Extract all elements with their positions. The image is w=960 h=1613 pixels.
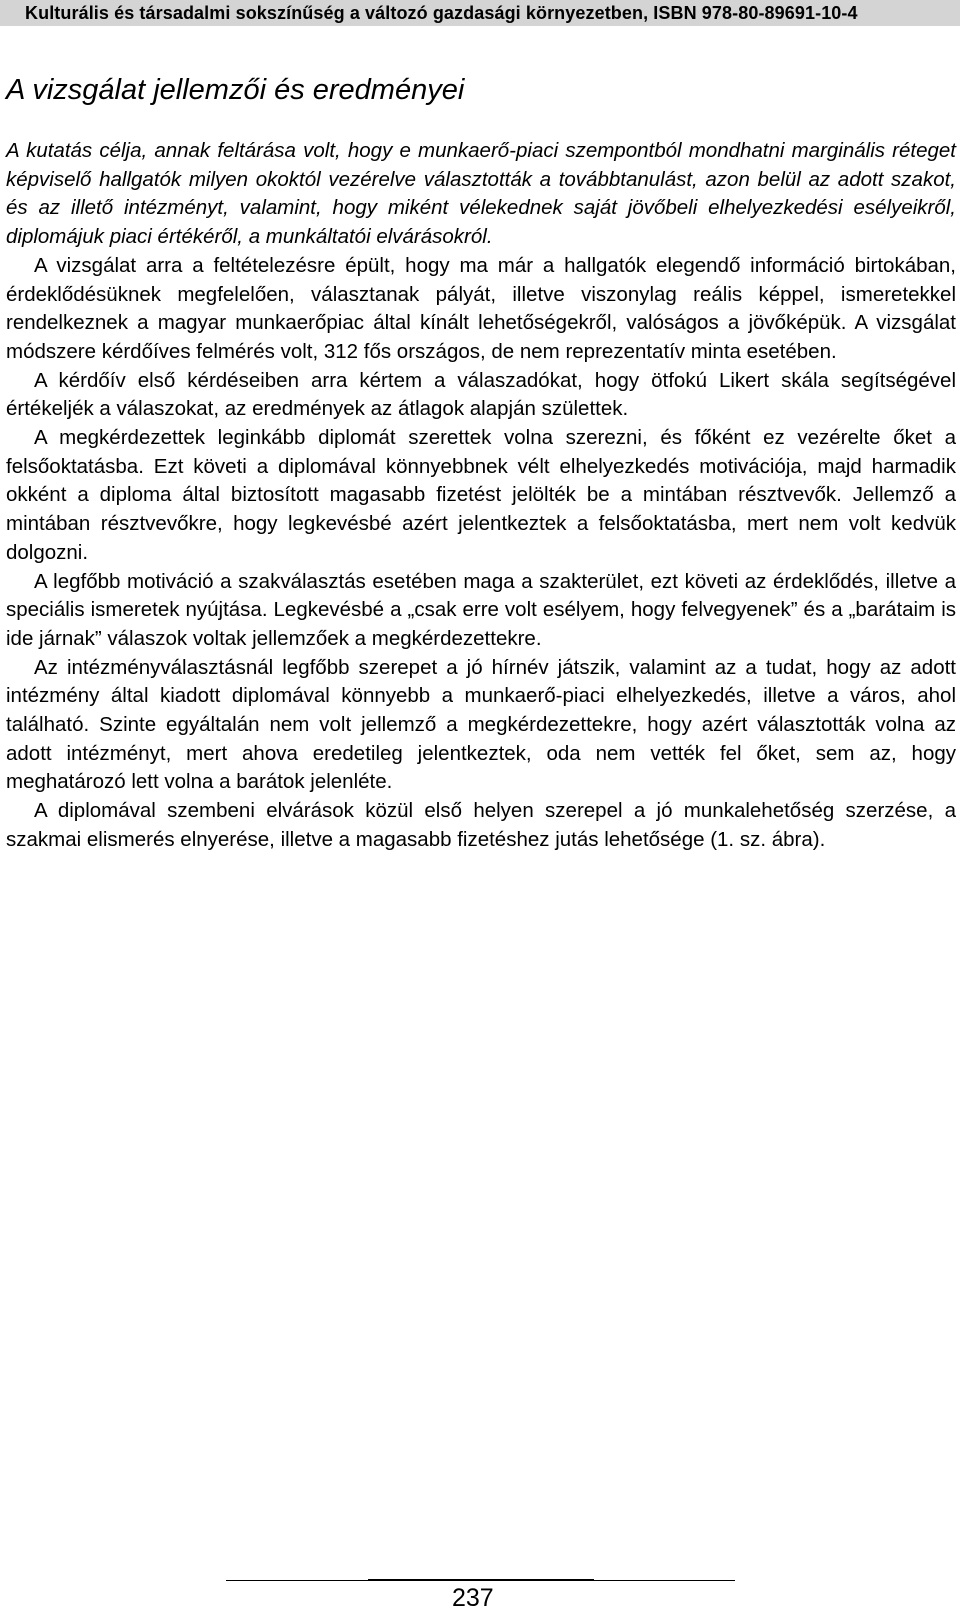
header-text: Kulturális és társadalmi sokszínűség a változó gazdasági környezetben, ISBN 978-80-89691-10-4	[25, 3, 858, 23]
paragraph-hypothesis: A vizsgálat arra a feltételezésre épült, hogy ma már a hallgatók elegendő információ birtokában, érdeklődésüknek megfelelően, választanak pályát, illetve viszonylag reális képpel, ismeretekkel rendelkeznek a magyar munkaerőpiac által kínált lehetőségekről, valóságos a jövőképük. A vizsgálat módszere kérdőíves felmérés volt, 312 fős országos, de nem reprezentatív minta esetében.	[6, 253, 956, 363]
paragraph-motivation: A megkérdezettek leginkább diplomát szerettek volna szerezni, és főként ez vezérelte őket a felsőoktatásba. Ezt követi a diplomával könnyebbnek vélt elhelyezkedés motivációja, majd harmadik okként a diploma által biztosított magasabb fizetést jelölték be a mintában résztvevők. Jellemző a mintában résztvevőkre, hogy legkevésbé azért jelentkeztek a felsőoktatásba, mert nem volt kedvük dolgozni.	[6, 426, 956, 564]
page-number: 237	[452, 1584, 494, 1612]
paragraph-expectations: A diplomával szembeni elvárások közül első helyen szerepel a jó munkalehetőség szerzése, a szakmai elismerés elnyerése, illetve a magasabb fizetéshez jutás lehetősége (1. sz. ábra).	[6, 799, 956, 851]
paragraph-institution-choice: Az intézményválasztásnál legfőbb szerepet a jó hírnév játszik, valamint az a tudat, hogy az adott intézmény által kiadott diplomával könnyebb a munkaerő-piaci elhelyezkedés, illetve a város, ahol található. Szinte egyáltalán nem volt jellemző a megkérdezettekre, hogy azért választották volna az adott intézményt, mert ahova eredetileg jelentkeztek, oda nem vették fel őket, sem az, hogy meghatározó lett volna a barátok jelenléte.	[6, 655, 956, 794]
footer-rule-accent	[368, 1579, 594, 1580]
running-header	[0, 0, 960, 26]
paragraph-method: A kérdőív első kérdéseiben arra kértem a válaszadókat, hogy ötfokú Likert skála segítségével értékeljék a válaszokat, az eredmények az átlagok alapján születtek.	[6, 368, 956, 421]
section-title: A vizsgálat jellemzői és eredményei	[6, 74, 465, 106]
footer-rule	[226, 1580, 735, 1581]
paragraph-aim: A kutatás célja, annak feltárása volt, hogy e munkaerő-piaci szempontból mondhatni marginális réteget képviselő hallgatók milyen okoktól vezérelve választották a továbbtanulást, azon belül az adott szakot, és az illető intézményt, valamint, hogy miként vélekednek saját jövőbeli elhelyezkedési esélyeikről, diplomájuk piaci értékéről, a munkáltatói elvárásokról.	[6, 139, 956, 249]
paragraph-major-choice: A legfőbb motiváció a szakválasztás esetében maga a szakterület, ezt követi az érdeklődés, illetve a speciális ismeretek nyújtása. Legkevésbé a „csak erre volt esélyem, hogy felvegyenek” és a „barátaim is ide járnak” válaszok voltak jellemzőek a megkérdezettekre.	[6, 569, 956, 650]
body-text	[6, 137, 956, 855]
